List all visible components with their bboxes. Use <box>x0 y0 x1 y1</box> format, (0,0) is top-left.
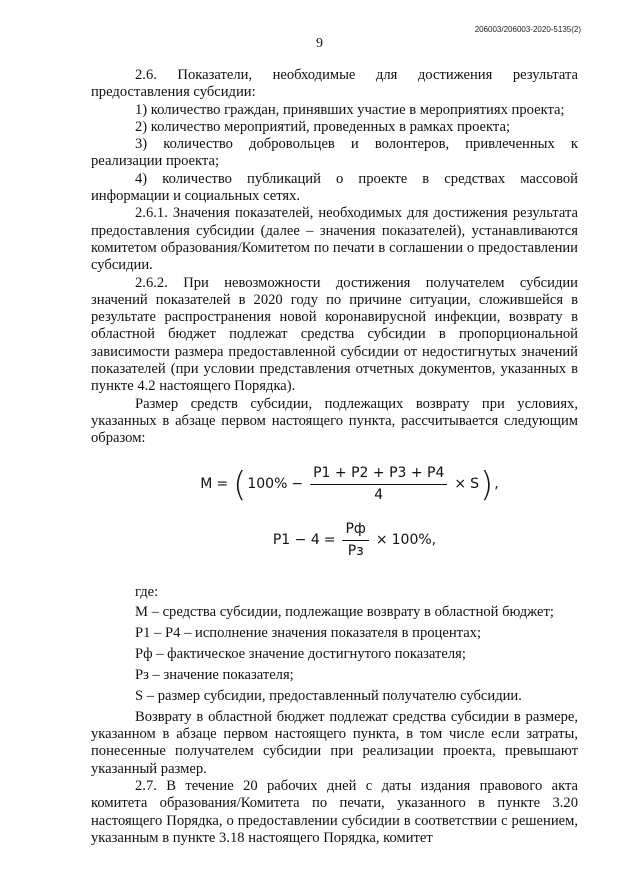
formula1-numerator: P1 + P2 + P3 + P4 <box>310 465 447 485</box>
indicator-item-2: 2) количество мероприятий, проведенных в рамках проекта; <box>135 118 511 135</box>
formula-refund-amount <box>121 460 578 510</box>
paragraph-2-7: 2.7. В течение 20 рабочих дней с даты издания правового акта комитета образования/Комитета по печати, указанного в пункте 3.20 настоящего Порядка, о предоставлении субсидии в соответствии с решением, указанным в пункте 3.18 настоящего Порядка, комитет <box>91 778 578 846</box>
formula2-numerator: Pф <box>342 521 368 541</box>
formula2-denominator: Pз <box>347 543 364 560</box>
formula2-comma: , <box>431 531 437 548</box>
paragraph-refund-costs: Возврату в областной бюджет подлежат средства субсидии в размере, указанном в абзаце первом настоящего пункта, в том числе если затраты, понесенные получателем субсидии при реализации проекта, превышают указанный размер. <box>91 708 578 777</box>
formula1-term: 100% <box>247 475 288 492</box>
legend-where: где: <box>135 583 159 600</box>
formula1-open-paren: ( <box>233 464 247 505</box>
indicator-item-3: 3) количество добровольцев и волонтеров, привлеченных к реализации проекта; <box>91 136 578 170</box>
paragraph-refund-size: Размер средств субсидии, подлежащих возврату при условиях, указанных в абзаце первом настоящего пункта, рассчитывается следующим образом: <box>91 395 578 447</box>
page-number: 9 <box>316 36 323 51</box>
legend-item-m: М – средства субсидии, подлежащие возврату в областной бюджет; <box>135 604 554 621</box>
formula-legend <box>91 584 578 706</box>
legend-item-pz: Рз – значение показателя; <box>135 667 294 684</box>
legend-item-p1-p4: Р1 – Р4 – исполнение значения показателя в процентах; <box>135 625 482 642</box>
indicator-item-4: 4) количество публикаций о проекте в средствах массовой информации и социальных сетях. <box>91 170 578 205</box>
section-2-6-heading: 2.6. Показатели, необходимые для достижения результата предоставления субсидии: <box>91 67 578 101</box>
formula1-var: S <box>470 475 480 492</box>
formula1-minus: − <box>291 475 304 492</box>
paragraph-2-6-1: 2.6.1. Значения показателей, необходимых для достижения результата предоставления субсидии (далее – значения показателей), устанавливаются комитетом образования/Комитетом по печати в соглашении о предоставлении субсидии. <box>91 205 578 274</box>
paragraph-2-6-2: 2.6.2. При невозможности достижения получателем субсидии значений показателей в 2020 году по причине ситуации, сложившейся в результате распространения новой коронавирусной инфекции, возврату в областной бюджет подлежат средства субсидии в пропорциональной зависимости размера предоставленной субсидии от недостигнутых значений показателей (при условии представления отчетных документов, указанных в пункте 4.2 настоящего Порядка). <box>91 274 578 395</box>
formula1-equals: = <box>216 475 229 492</box>
indicator-item-1: 1) количество граждан, принявших участие в мероприятиях проекта; <box>135 101 565 118</box>
legend-item-s: S – размер субсидии, предоставленный получателю субсидии. <box>135 687 522 704</box>
formula2-times: × <box>375 531 388 548</box>
legend-item-pf: Рф – фактическое значение достигнутого показателя; <box>135 646 466 663</box>
formula1-comma: , <box>494 475 499 492</box>
formula1-denominator: 4 <box>374 487 384 504</box>
formula2-lhs: P1 − 4 <box>272 531 320 548</box>
document-body <box>91 67 578 847</box>
formula-indicator-execution <box>131 516 578 566</box>
formula1-times: × <box>454 475 467 492</box>
formula1-close-paren: ) <box>480 464 494 505</box>
document-id: 206003/206003-2020-5135(2) <box>474 25 581 34</box>
formula1-lhs: M <box>200 475 213 492</box>
formula2-fraction <box>342 521 368 561</box>
formula2-factor: 100% <box>391 531 432 548</box>
formula1-fraction <box>310 465 447 505</box>
formula2-equals: = <box>323 531 336 548</box>
